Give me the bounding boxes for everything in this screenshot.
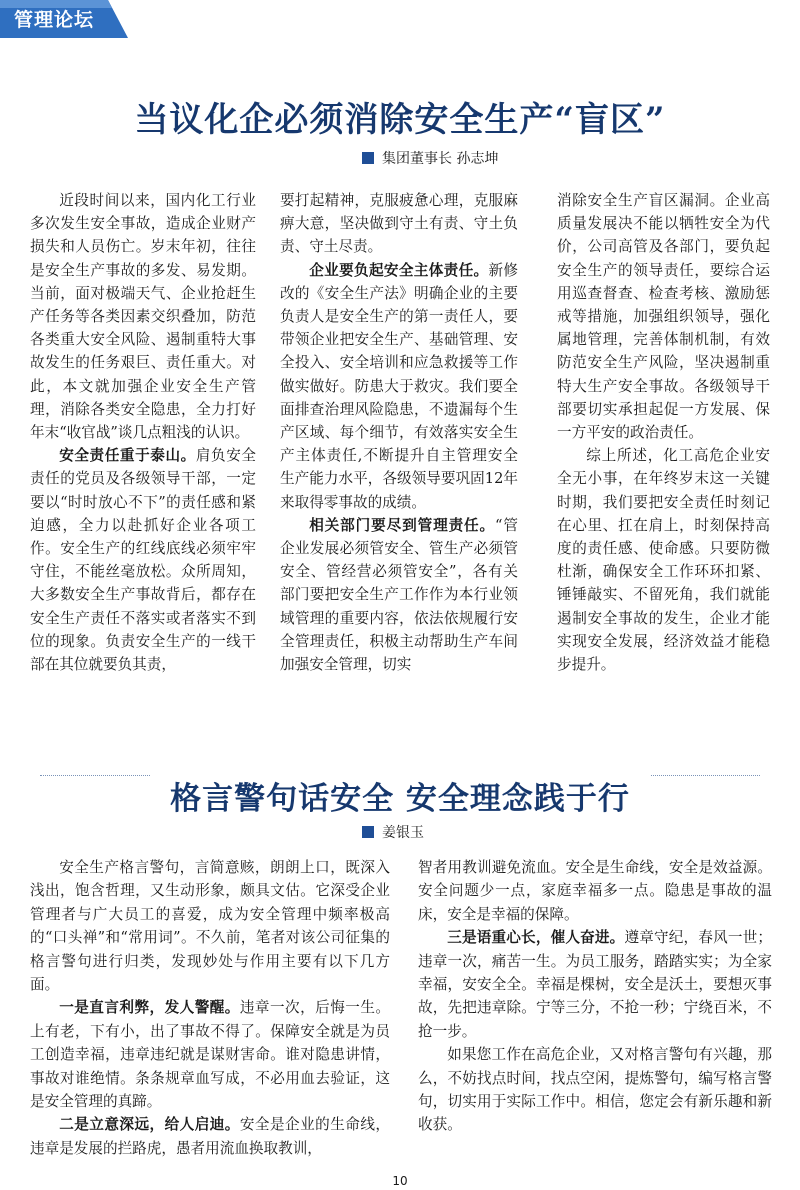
article1-point3-heading: 相关部门要尽到管理责任。 — [309, 516, 496, 534]
article1-author: 集团董事长 孙志坤 — [382, 151, 499, 167]
section-banner — [0, 0, 128, 38]
article2-column-2 — [418, 856, 772, 1137]
article2-column-1 — [30, 856, 390, 1160]
article1-col2-para3 — [280, 514, 518, 676]
article2-point2-heading: 二是立意深远，给人启迪。 — [59, 1116, 240, 1134]
article2-title: 格言警句话安全 安全理念践于行 — [150, 773, 650, 818]
article2-col2-para2 — [418, 926, 772, 1043]
article1-col2-para2 — [280, 259, 518, 514]
article1-point2-body: 新修改的《安全生产法》明确企业的主要负责人是安全生产的第一责任人，要带领企业把安全生产、基础管理、安全投入、安全培训和应急救援等工作做实做好。防患大于救灾。我们要全面排查治理风险隐患，不遗漏每个生产区域、每个细节，有效落实安全生产主体责任,不断提升自主管理安全生产能力水平，各级领导要巩固12年来取得零事故的成绩。 — [280, 261, 518, 511]
article1-col2-continued: 要打起精神，克服疲惫心理，克服麻痹大意，坚决做到守土有责、守土负责、守土尽责。 — [280, 192, 518, 256]
section-label: 管理论坛 — [14, 9, 95, 31]
article2-col1-para3 — [30, 1113, 390, 1160]
byline-square-icon — [362, 826, 374, 838]
article2-point2-body: 安全是企业的生命线，违章是发展的拦路虎，愚者用流血换取教训， — [30, 1116, 390, 1157]
article1-byline — [362, 148, 498, 168]
article1-point1-body: 肩负安全责任的党员及各级领导干部，一定要以“时时放心不下”的责任感和紧迫感，全力以赴抓好企业各项工作。安全生产的红线底线必须牢牢守住，不能丝毫放松。众所周知，大多数安全生产事故背后，都存在安全生产责任不落实或者落实不到位的现象。负责安全生产的一线干部在其位就要负其责， — [30, 447, 256, 674]
article2-byline — [362, 822, 424, 842]
article1-point1-heading: 安全责任重于泰山。 — [59, 447, 196, 465]
article1-column-3 — [557, 189, 770, 676]
article2-point3-body: 遵章守纪，春风一世；违章一次，痛苦一生。为员工服务，踏踏实实；为全家幸福，安安全全。幸福是棵树，安全是沃土，要想灭事故，先把违章除。宁等三分，不抢一秒；宁绕百米，不抢一步。 — [418, 929, 772, 1040]
article1-point3-body: “管企业发展必须管安全、管生产必须管安全、管经营必须管安全”，各有关部门要把安全生产工作作为本行业领域管理的重要内容，依法依规履行安全管理责任，积极主动帮助生产车间加强安全管理，切实 — [280, 516, 518, 674]
byline-square-icon — [362, 152, 374, 164]
article2-col1-para1: 安全生产格言警句，言简意赅，朗朗上口，既深入浅出，饱含哲理，又生动形象，颇具文估。它深受企业管理者与广大员工的喜爱，成为安全管理中频率极高的“口头禅”和“常用词”。不久前，笔者对该公司征集的格言警句进行归类，发现妙处与作用主要有以下几方面。 — [30, 859, 390, 994]
article2-col1-para2 — [30, 996, 390, 1113]
article2-col2-continued: 智者用教训避免流血。安全是生命线，安全是效益源。安全问题少一点，家庭幸福多一点。隐患是事故的温床，安全是幸福的保障。 — [418, 859, 772, 923]
page-number: 10 — [392, 1174, 408, 1188]
article2-author: 姜银玉 — [382, 825, 424, 841]
article2-closing: 如果您工作在高危企业，又对格言警句有兴趣，那么，不妨找点时间，找点空闲，提炼警句，编写格言警句，切实用于实际工作中。相信，您定会有新乐趣和新收获。 — [418, 1046, 772, 1134]
article2-point3-heading: 三是语重心长，催人奋进。 — [447, 929, 625, 947]
article1-col1-para2 — [30, 444, 256, 676]
article1-point2-heading: 企业要负起安全主体责任。 — [309, 261, 489, 279]
article1-column-2 — [280, 189, 518, 676]
article1-column-1 — [30, 189, 256, 676]
article1-conclusion: 综上所述，化工高危企业安全无小事，在年终岁末这一关键时期，我们要把安全责任时刻记在心里、扛在肩上，时刻保持高度的责任感、使命感。只要防微杜渐，确保安全工作环环扣紧、锤锤敲实、不留死角，我们就能遏制安全事故的发生，企业才能实现安全发展，经济效益才能稳步提升。 — [557, 447, 770, 674]
article1-title: 当议化企必须消除安全生产“盲区” — [134, 100, 666, 140]
article1-col1-para1: 近段时间以来，国内化工行业多次发生安全事故，造成企业财产损失和人员伤亡。岁末年初，往往是安全生产事故的多发、易发期。当前，面对极端天气、企业抢赶生产任务等各类因素交织叠加，防范各类重大安全风险、遏制重特大事故发生的任务艰巨、责任重大。对此，本文就加强企业安全生产管理，消除各类安全隐患，全力打好年末“收官战”谈几点粗浅的认识。 — [30, 192, 256, 442]
article2-point1-body: 违章一次，后悔一生。上有老，下有小，出了事故不得了。保障安全就是为员工创造幸福，违章违纪就是谋财害命。谁对隐患讲情，事故对谁绝情。条条规章血写成，不必用血去验证，这是安全管理的真蹄。 — [30, 999, 390, 1111]
article1-col3-continued: 消除安全生产盲区漏洞。企业高质量发展决不能以牺牲安全为代价，公司高管及各部门，要负起安全生产的领导责任，要综合运用巡查督查、检查考核、激励惩戒等措施，加强组织领导，强化属地管理，完善体制机制，有效防范安全生产风险，坚决遏制重特大生产安全事故。各级领导干部要切实承担起促一方发展、保一方平安的政治责任。 — [557, 192, 770, 442]
article2-point1-heading: 一是直言利弊，发人警醒。 — [59, 999, 240, 1017]
